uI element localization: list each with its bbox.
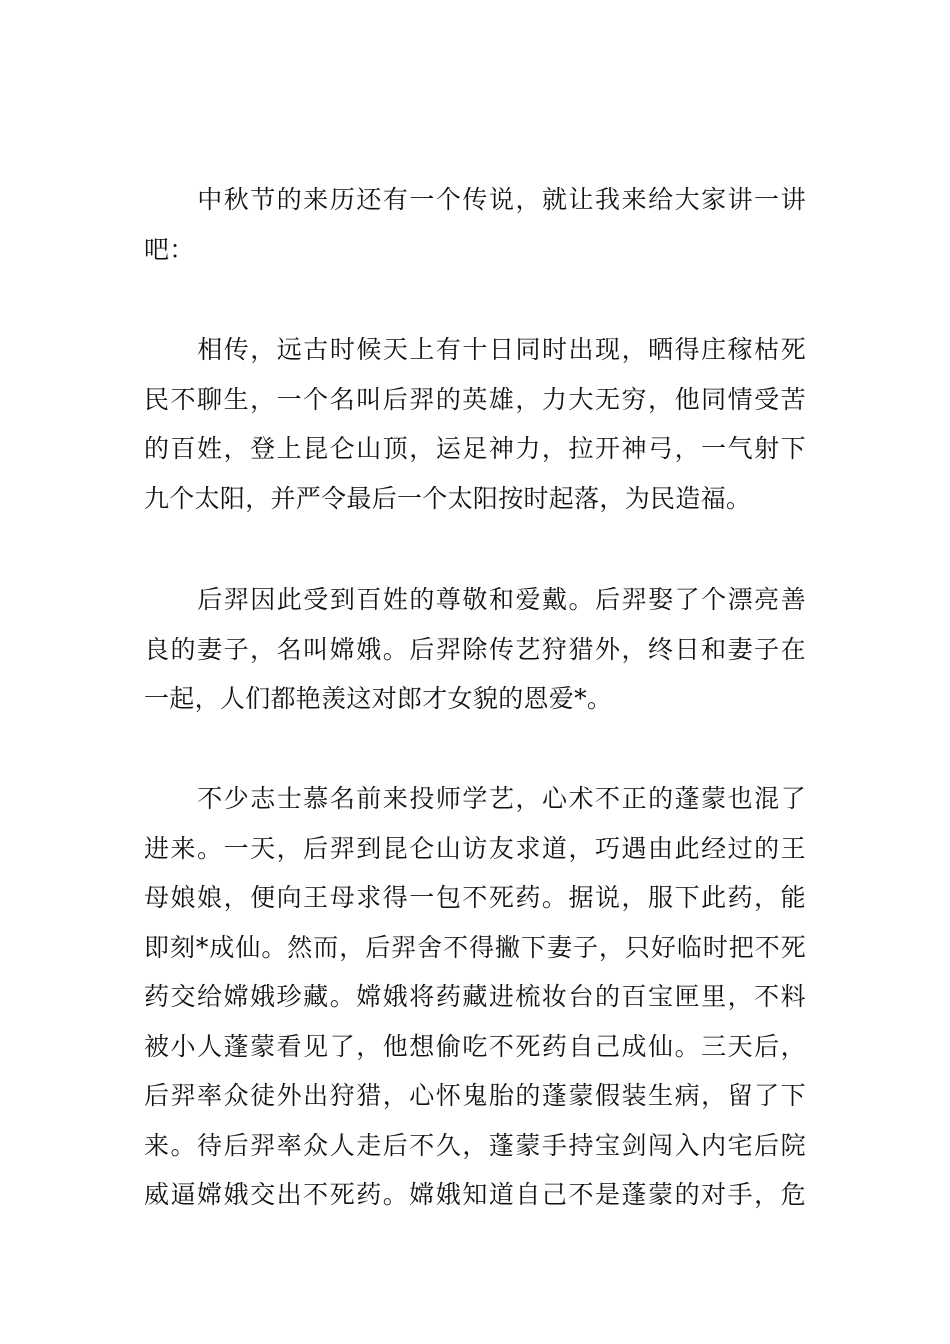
paragraph-2-line-1 xyxy=(144,325,806,375)
paragraph-4-line-3-text: 母娘娘，便向王母求得一包不死药。据说，服下此药，能 xyxy=(144,883,806,912)
paragraph-4-line-8 xyxy=(144,1121,806,1171)
paragraph-2 xyxy=(144,325,806,523)
paragraph-2-line-2 xyxy=(144,375,806,425)
paragraph-4-line-7 xyxy=(144,1071,806,1121)
paragraph-1-line-2 xyxy=(144,225,806,275)
paragraph-2-line-3-text: 的百姓，登上昆仑山顶，运足神力，拉开神弓，一气射下 xyxy=(144,434,806,463)
paragraph-4-line-4-text: 即刻*成仙。然而，后羿舍不得撇下妻子，只好临时把不死 xyxy=(144,932,806,962)
paragraph-4-line-2 xyxy=(144,824,806,874)
paragraph-4-line-2-text: 进来。一天，后羿到昆仑山访友求道，巧遇由此经过的王 xyxy=(144,833,806,863)
paragraph-4-line-1 xyxy=(144,774,806,824)
paragraph-3 xyxy=(144,575,806,724)
paragraph-2-line-1-text: 相传，远古时候天上有十日同时出现，晒得庄稼枯死 xyxy=(196,335,806,364)
paragraph-3-line-2-text: 良的妻子，名叫嫦娥。后羿除传艺狩猎外，终日和妻子在 xyxy=(144,634,806,664)
paragraph-3-line-1-text: 后羿因此受到百姓的尊敬和爱戴。后羿娶了个漂亮善 xyxy=(196,585,806,614)
paragraph-4-line-9-text: 威逼嫦娥交出不死药。嫦娥知道自己不是蓬蒙的对手，危 xyxy=(144,1180,806,1209)
paragraph-4-line-8-text: 来。待后羿率众人走后不久，蓬蒙手持宝剑闯入内宅后院 xyxy=(144,1130,806,1160)
paragraph-4-line-9 xyxy=(144,1170,806,1220)
paragraph-4-line-1-text: 不少志士慕名前来投师学艺，心术不正的蓬蒙也混了 xyxy=(196,784,806,813)
paragraph-3-line-2 xyxy=(144,625,806,675)
paragraph-4-line-3 xyxy=(144,873,806,923)
paragraph-3-line-1 xyxy=(144,575,806,625)
paragraph-1 xyxy=(144,175,806,274)
paragraph-4-line-4 xyxy=(144,923,806,973)
paragraph-2-line-4 xyxy=(144,474,806,524)
paragraph-3-line-3-text: 一起，人们都艳羡这对郎才女貌的恩爱*。 xyxy=(144,684,613,713)
paragraph-4-line-5 xyxy=(144,972,806,1022)
paragraph-1-line-1-text: 中秋节的来历还有一个传说，就让我来给大家讲一讲 xyxy=(196,185,806,214)
paragraph-4-line-6-text: 被小人蓬蒙看见了，他想偷吃不死药自己成仙。三天后， xyxy=(144,1031,806,1061)
paragraph-1-line-2-text: 吧： xyxy=(144,234,195,264)
paragraph-2-line-3 xyxy=(144,424,806,474)
paragraph-2-line-4-text: 九个太阳，并严令最后一个太阳按时起落，为民造福。 xyxy=(144,483,752,513)
paragraph-3-line-3 xyxy=(144,674,806,724)
paragraph-4-line-7-text: 后羿率众徒外出狩猎，心怀鬼胎的蓬蒙假装生病，留了下 xyxy=(144,1081,806,1110)
paragraph-4-line-6 xyxy=(144,1022,806,1072)
paragraph-1-line-1 xyxy=(144,175,806,225)
paragraph-4-line-5-text: 药交给嫦娥珍藏。嫦娥将药藏进梳妆台的百宝匣里，不料 xyxy=(144,982,806,1011)
paragraph-4 xyxy=(144,774,806,1220)
paragraph-2-line-2-text: 民不聊生，一个名叫后羿的英雄，力大无穷，他同情受苦 xyxy=(144,384,806,414)
